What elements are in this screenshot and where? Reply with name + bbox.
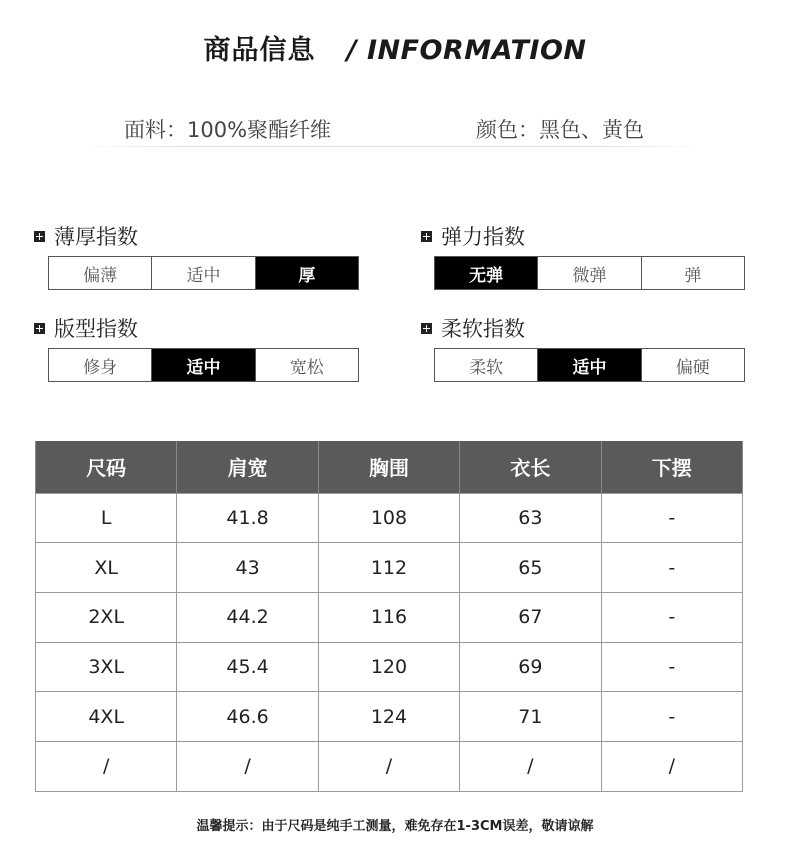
table-cell: 124 bbox=[318, 692, 459, 742]
color-info: 颜色：黑色、黄色 bbox=[476, 118, 644, 142]
title-cn: 商品信息 bbox=[203, 35, 316, 66]
table-cell: 116 bbox=[318, 592, 459, 642]
fit-option-regular: 适中 bbox=[152, 349, 255, 381]
softness-option-soft: 柔软 bbox=[435, 349, 538, 381]
table-cell: 112 bbox=[318, 543, 459, 593]
table-cell: 67 bbox=[460, 592, 601, 642]
table-cell: XL bbox=[36, 543, 177, 593]
softness-option-hard: 偏硬 bbox=[675, 357, 710, 378]
table-row bbox=[36, 592, 743, 642]
table-cell: - bbox=[601, 493, 742, 543]
fit-option-slim: 修身 bbox=[49, 349, 152, 381]
table-cell: / bbox=[460, 741, 601, 791]
table-cell: 108 bbox=[318, 493, 459, 543]
table-cell: / bbox=[36, 741, 177, 791]
table-header-row bbox=[36, 441, 743, 493]
column-header-shoulder: 肩宽 bbox=[177, 441, 318, 493]
table-cell: L bbox=[36, 493, 177, 543]
thickness-option-thin: 偏薄 bbox=[49, 257, 152, 289]
plus-square-icon bbox=[34, 231, 45, 242]
size-table bbox=[35, 441, 743, 792]
table-row bbox=[36, 493, 743, 543]
table-cell: / bbox=[601, 741, 742, 791]
plus-square-icon bbox=[34, 323, 45, 334]
thickness-option-medium: 适中 bbox=[152, 257, 255, 289]
table-cell: 45.4 bbox=[177, 642, 318, 692]
table-row bbox=[36, 642, 743, 692]
elasticity-option-none: 无弹 bbox=[435, 257, 538, 289]
elasticity-option-stretch: 弹 bbox=[684, 265, 702, 286]
table-cell: 3XL bbox=[36, 642, 177, 692]
page-title bbox=[0, 28, 790, 67]
table-cell: 71 bbox=[460, 692, 601, 742]
table-cell: 46.6 bbox=[177, 692, 318, 742]
plus-square-icon bbox=[421, 231, 432, 242]
column-header-hem: 下摆 bbox=[601, 441, 742, 493]
column-header-chest: 胸围 bbox=[318, 441, 459, 493]
elasticity-option-slight: 微弹 bbox=[538, 257, 641, 289]
table-cell: 69 bbox=[460, 642, 601, 692]
thickness-option-thick: 厚 bbox=[256, 257, 358, 289]
measurement-note: 温馨提示：由于尺码是纯手工测量，难免存在1-3CM误差，敬请谅解 bbox=[196, 819, 594, 834]
softness-index-title: 柔软指数 bbox=[421, 313, 525, 343]
table-row bbox=[36, 741, 743, 791]
column-header-length: 衣长 bbox=[460, 441, 601, 493]
table-cell: - bbox=[601, 543, 742, 593]
table-cell: 120 bbox=[318, 642, 459, 692]
table-cell: 63 bbox=[460, 493, 601, 543]
table-cell: - bbox=[601, 642, 742, 692]
table-cell: 65 bbox=[460, 543, 601, 593]
thickness-index-scale bbox=[48, 256, 359, 290]
table-cell: 43 bbox=[177, 543, 318, 593]
table-cell: - bbox=[601, 692, 742, 742]
softness-index-scale bbox=[434, 348, 745, 382]
table-cell: 4XL bbox=[36, 692, 177, 742]
plus-square-icon bbox=[421, 323, 432, 334]
table-cell: 44.2 bbox=[177, 592, 318, 642]
title-en: / INFORMATION bbox=[346, 35, 587, 66]
thickness-index-title: 薄厚指数 bbox=[34, 221, 138, 251]
info-divider bbox=[84, 146, 700, 147]
table-cell: 2XL bbox=[36, 592, 177, 642]
fit-option-loose: 宽松 bbox=[289, 357, 324, 378]
softness-option-medium: 适中 bbox=[538, 349, 641, 381]
fit-index-scale bbox=[48, 348, 359, 382]
table-row bbox=[36, 543, 743, 593]
table-cell: - bbox=[601, 592, 742, 642]
table-cell: 41.8 bbox=[177, 493, 318, 543]
elasticity-index-scale bbox=[434, 256, 745, 290]
column-header-size: 尺码 bbox=[36, 441, 177, 493]
table-row bbox=[36, 692, 743, 742]
table-cell: / bbox=[318, 741, 459, 791]
table-cell: / bbox=[177, 741, 318, 791]
fit-index-title: 版型指数 bbox=[34, 313, 138, 343]
elasticity-index-title: 弹力指数 bbox=[421, 221, 525, 251]
material-info: 面料：100%聚酯纤维 bbox=[124, 118, 332, 142]
